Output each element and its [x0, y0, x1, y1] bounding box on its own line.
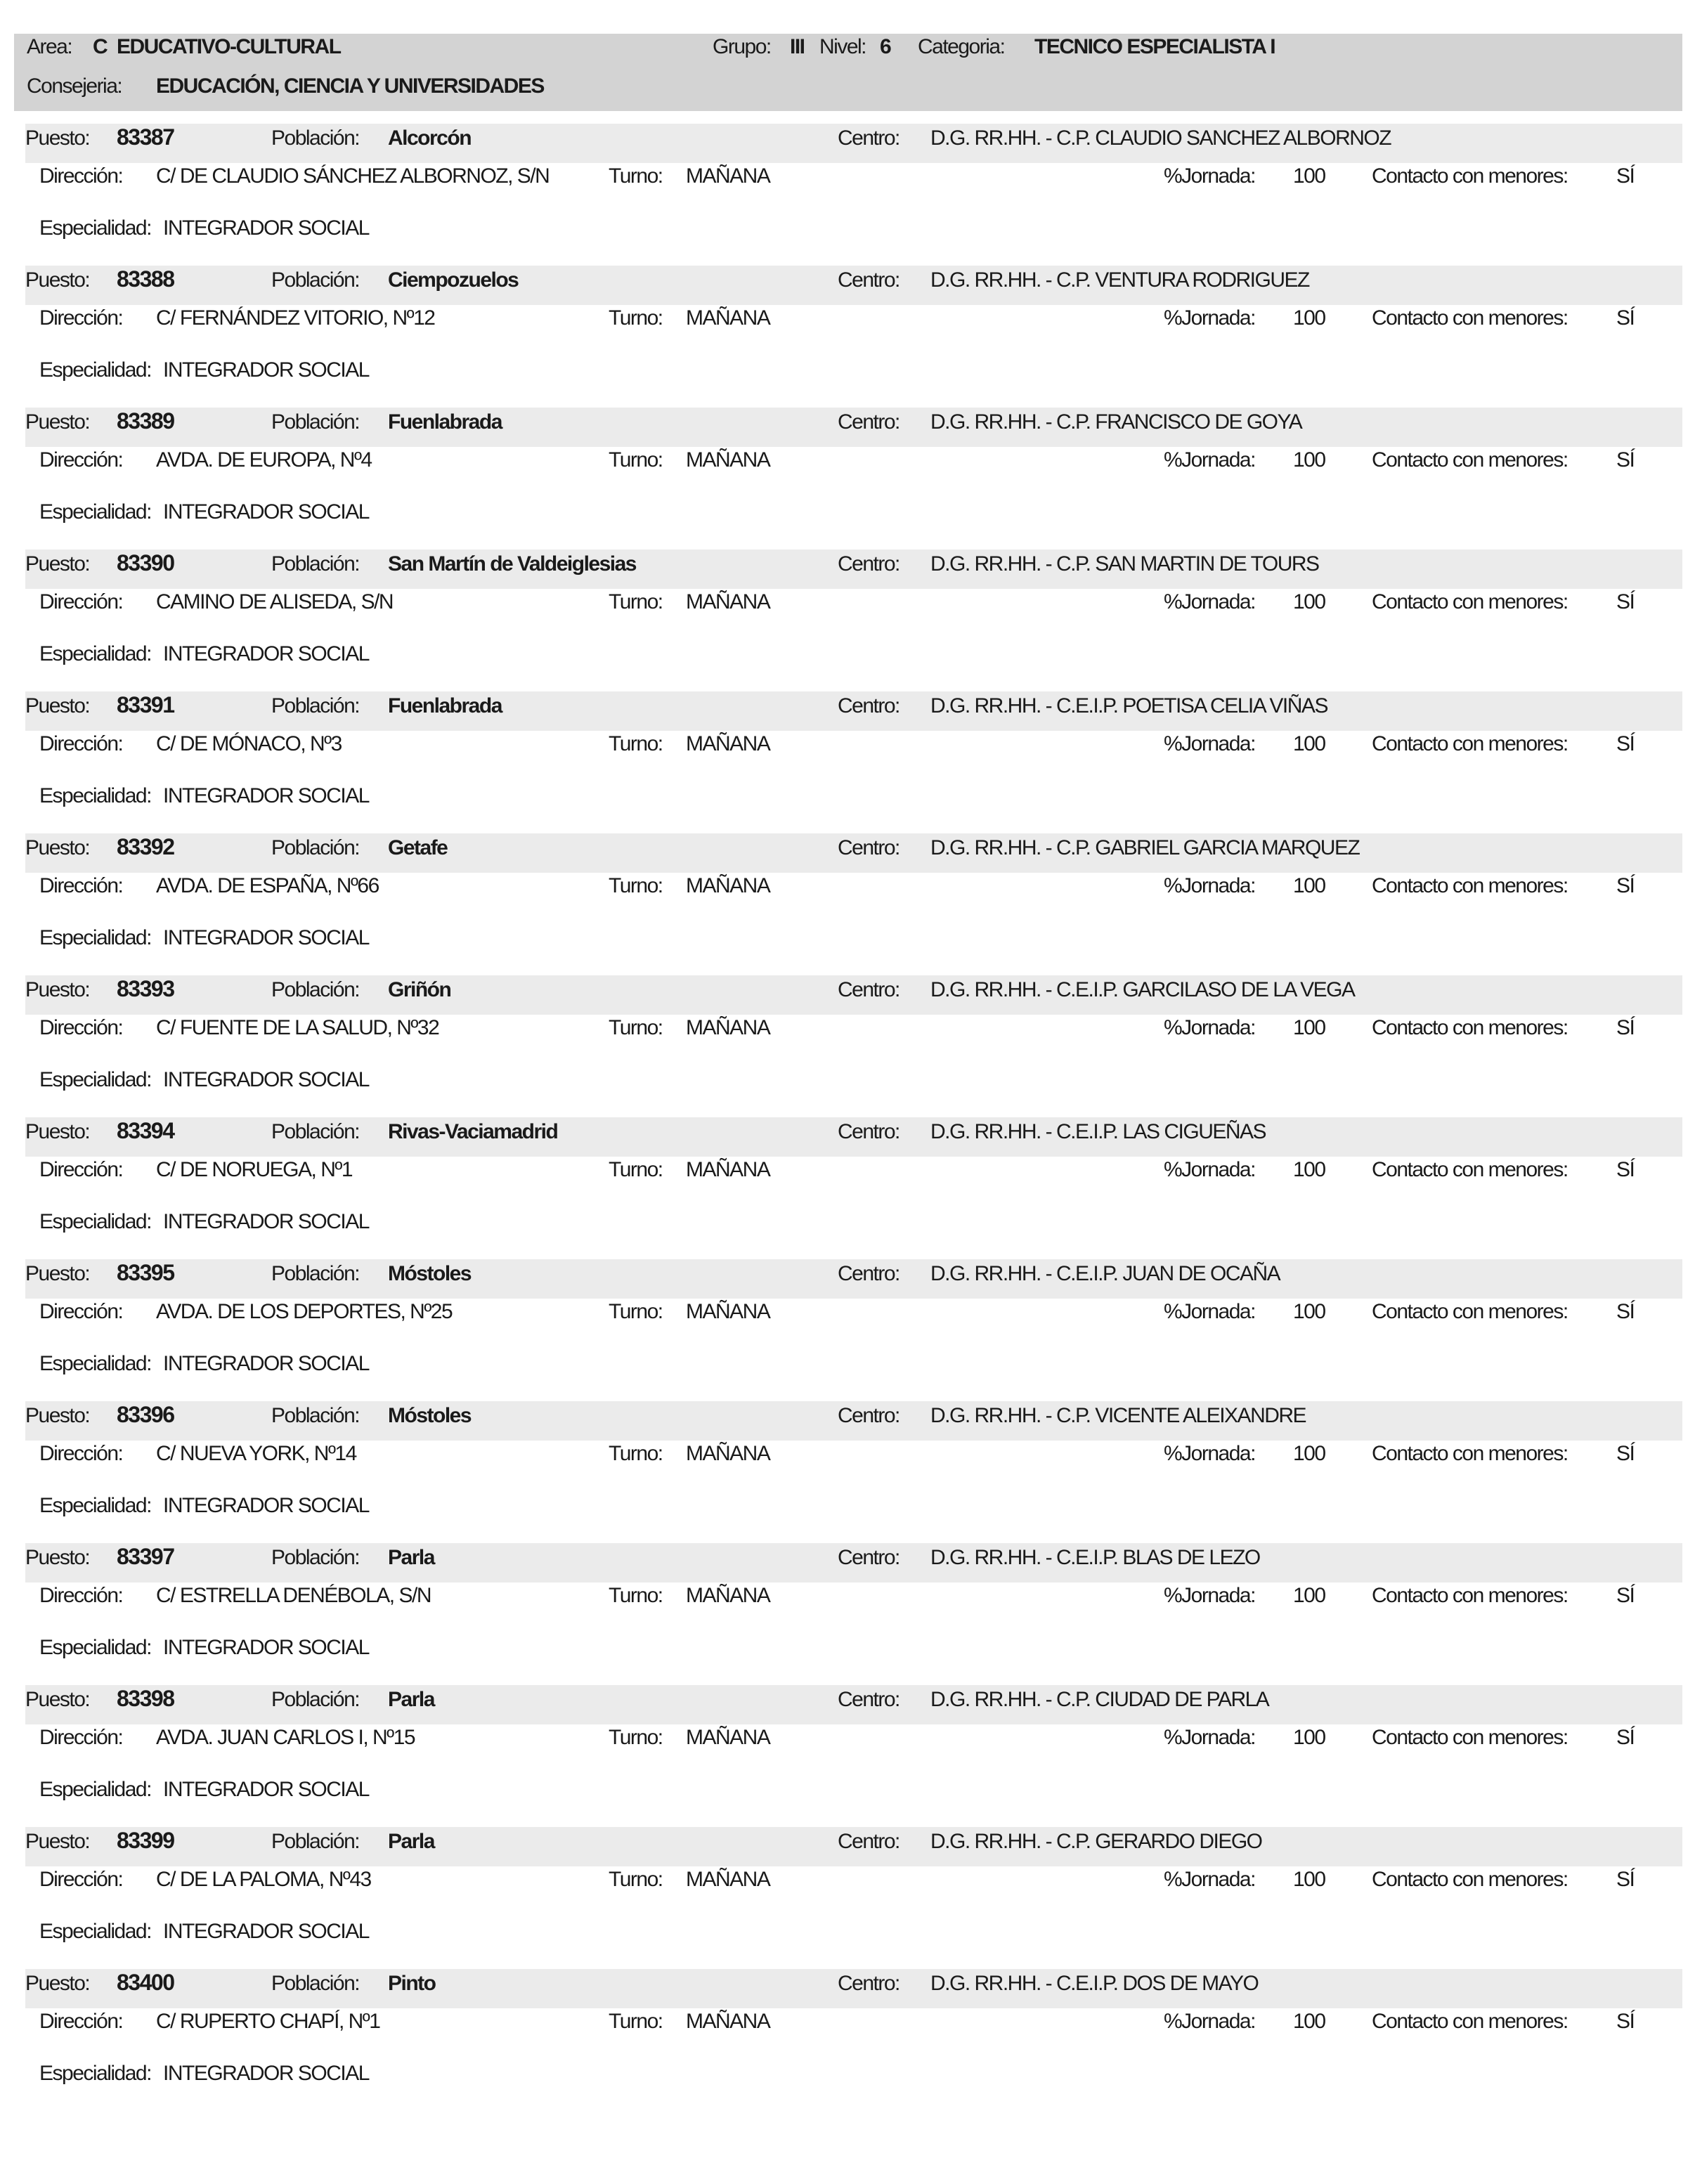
jornada-value: 100 [1293, 1868, 1325, 1891]
position-record [0, 975, 1695, 1117]
position-record [0, 691, 1695, 833]
poblacion-value: Móstoles [388, 1262, 472, 1285]
contacto-label: Contacto con menores: [1372, 590, 1568, 613]
centro-label: Centro: [838, 1972, 900, 1995]
especialidad-value: INTEGRADOR SOCIAL [163, 2062, 369, 2085]
centro-value: D.G. RR.HH. - C.P. CIUDAD DE PARLA [930, 1688, 1269, 1711]
position-record [0, 1543, 1695, 1685]
poblacion-value: Parla [388, 1546, 434, 1569]
poblacion-value: San Martín de Valdeiglesias [388, 552, 636, 576]
puesto-number: 83394 [117, 1118, 174, 1143]
jornada-value: 100 [1293, 1016, 1325, 1039]
puesto-number: 83395 [117, 1260, 174, 1285]
turno-label: Turno: [609, 1016, 663, 1039]
puesto-label: Puesto: [25, 1688, 90, 1711]
puesto-label: Puesto: [25, 694, 90, 717]
position-record [0, 1969, 1695, 2111]
puesto-label: Puesto: [25, 268, 90, 292]
direccion-value: C/ ESTRELLA DENÉBOLA, S/N [156, 1584, 431, 1607]
centro-value: D.G. RR.HH. - C.P. GABRIEL GARCIA MARQUEZ [930, 836, 1360, 859]
contacto-label: Contacto con menores: [1372, 2010, 1568, 2033]
contacto-value: SÍ [1616, 306, 1635, 330]
centro-value: D.G. RR.HH. - C.E.I.P. GARCILASO DE LA VEGA [930, 978, 1355, 1001]
position-record [0, 1827, 1695, 1969]
direccion-value: C/ DE LA PALOMA, Nº43 [156, 1868, 371, 1891]
jornada-value: 100 [1293, 590, 1325, 613]
turno-value: MAÑANA [686, 732, 770, 755]
poblacion-label: Población: [271, 694, 360, 717]
poblacion-label: Población: [271, 978, 360, 1001]
centro-label: Centro: [838, 552, 900, 576]
contacto-label: Contacto con menores: [1372, 1300, 1568, 1323]
centro-value: D.G. RR.HH. - C.E.I.P. LAS CIGUEÑAS [930, 1120, 1266, 1143]
puesto-number: 83397 [117, 1544, 174, 1569]
puesto-number: 83390 [117, 550, 174, 576]
puesto-label: Puesto: [25, 978, 90, 1001]
poblacion-value: Getafe [388, 836, 448, 859]
direccion-label: Dirección: [39, 1726, 123, 1749]
centro-value: D.G. RR.HH. - C.P. FRANCISCO DE GOYA [930, 410, 1302, 434]
direccion-label: Dirección: [39, 1442, 123, 1465]
jornada-value: 100 [1293, 164, 1325, 188]
position-record [0, 1685, 1695, 1827]
contacto-value: SÍ [1616, 874, 1635, 897]
grupo-label: Grupo: [713, 35, 771, 58]
poblacion-value: Móstoles [388, 1404, 472, 1427]
centro-label: Centro: [838, 1404, 900, 1427]
puesto-number: 83392 [117, 834, 174, 859]
turno-label: Turno: [609, 1726, 663, 1749]
especialidad-label: Especialidad: [39, 1778, 151, 1801]
puesto-label: Puesto: [25, 1972, 90, 1995]
area-code: C [93, 35, 108, 58]
puesto-number: 83400 [117, 1970, 174, 1995]
puesto-label: Puesto: [25, 410, 90, 434]
contacto-label: Contacto con menores: [1372, 732, 1568, 755]
direccion-value: C/ DE MÓNACO, Nº3 [156, 732, 342, 755]
turno-value: MAÑANA [686, 2010, 770, 2033]
consejeria-value: EDUCACIÓN, CIENCIA Y UNIVERSIDADES [156, 74, 544, 98]
especialidad-value: INTEGRADOR SOCIAL [163, 1636, 369, 1659]
especialidad-label: Especialidad: [39, 1494, 151, 1517]
jornada-value: 100 [1293, 448, 1325, 472]
puesto-label: Puesto: [25, 1404, 90, 1427]
puesto-label: Puesto: [25, 1830, 90, 1853]
direccion-label: Dirección: [39, 590, 123, 613]
centro-label: Centro: [838, 1830, 900, 1853]
jornada-label: %Jornada: [1164, 1442, 1255, 1465]
jornada-value: 100 [1293, 1726, 1325, 1749]
puesto-number: 83387 [117, 124, 174, 150]
especialidad-value: INTEGRADOR SOCIAL [163, 1068, 369, 1091]
poblacion-label: Población: [271, 1688, 360, 1711]
turno-value: MAÑANA [686, 1584, 770, 1607]
jornada-label: %Jornada: [1164, 1726, 1255, 1749]
contacto-label: Contacto con menores: [1372, 1726, 1568, 1749]
turno-value: MAÑANA [686, 1016, 770, 1039]
turno-value: MAÑANA [686, 164, 770, 188]
direccion-value: C/ NUEVA YORK, Nº14 [156, 1442, 356, 1465]
direccion-label: Dirección: [39, 164, 123, 188]
turno-value: MAÑANA [686, 448, 770, 472]
contacto-value: SÍ [1616, 1300, 1635, 1323]
centro-label: Centro: [838, 1120, 900, 1143]
poblacion-label: Población: [271, 1546, 360, 1569]
jornada-label: %Jornada: [1164, 1158, 1255, 1181]
especialidad-label: Especialidad: [39, 1636, 151, 1659]
grupo-value: III [790, 35, 805, 58]
contacto-label: Contacto con menores: [1372, 306, 1568, 330]
contacto-value: SÍ [1616, 1016, 1635, 1039]
puesto-label: Puesto: [25, 552, 90, 576]
area-label: Area: [27, 35, 72, 58]
poblacion-value: Alcorcón [388, 126, 472, 150]
especialidad-value: INTEGRADOR SOCIAL [163, 1210, 369, 1233]
direccion-label: Dirección: [39, 1868, 123, 1891]
especialidad-value: INTEGRADOR SOCIAL [163, 1352, 369, 1375]
puesto-number: 83391 [117, 692, 174, 717]
centro-value: D.G. RR.HH. - C.P. SAN MARTIN DE TOURS [930, 552, 1319, 576]
centro-label: Centro: [838, 836, 900, 859]
direccion-value: C/ FUENTE DE LA SALUD, Nº32 [156, 1016, 439, 1039]
jornada-value: 100 [1293, 1300, 1325, 1323]
direccion-value: C/ RUPERTO CHAPÍ, Nº1 [156, 2010, 380, 2033]
direccion-value: C/ FERNÁNDEZ VITORIO, Nº12 [156, 306, 435, 330]
position-record [0, 550, 1695, 691]
especialidad-label: Especialidad: [39, 216, 151, 240]
poblacion-value: Fuenlabrada [388, 694, 502, 717]
contacto-value: SÍ [1616, 590, 1635, 613]
direccion-label: Dirección: [39, 1158, 123, 1181]
especialidad-label: Especialidad: [39, 1920, 151, 1943]
contacto-value: SÍ [1616, 1584, 1635, 1607]
categoria-value: TECNICO ESPECIALISTA I [1034, 35, 1275, 58]
position-record [0, 1117, 1695, 1259]
centro-label: Centro: [838, 1688, 900, 1711]
especialidad-value: INTEGRADOR SOCIAL [163, 642, 369, 665]
centro-value: D.G. RR.HH. - C.P. GERARDO DIEGO [930, 1830, 1262, 1853]
contacto-label: Contacto con menores: [1372, 1158, 1568, 1181]
puesto-number: 83398 [117, 1686, 174, 1711]
poblacion-value: Pinto [388, 1972, 436, 1995]
direccion-label: Dirección: [39, 2010, 123, 2033]
jornada-label: %Jornada: [1164, 590, 1255, 613]
centro-value: D.G. RR.HH. - C.P. VENTURA RODRIGUEZ [930, 268, 1309, 292]
especialidad-value: INTEGRADOR SOCIAL [163, 784, 369, 807]
turno-label: Turno: [609, 1868, 663, 1891]
turno-label: Turno: [609, 164, 663, 188]
puesto-label: Puesto: [25, 126, 90, 150]
poblacion-label: Población: [271, 268, 360, 292]
consejeria-label: Consejeria: [27, 74, 122, 98]
turno-value: MAÑANA [686, 306, 770, 330]
jornada-label: %Jornada: [1164, 448, 1255, 472]
turno-label: Turno: [609, 1442, 663, 1465]
jornada-value: 100 [1293, 1584, 1325, 1607]
puesto-label: Puesto: [25, 836, 90, 859]
turno-value: MAÑANA [686, 590, 770, 613]
turno-label: Turno: [609, 2010, 663, 2033]
especialidad-label: Especialidad: [39, 500, 151, 524]
direccion-value: AVDA. DE ESPAÑA, Nº66 [156, 874, 379, 897]
contacto-value: SÍ [1616, 1868, 1635, 1891]
poblacion-label: Población: [271, 1120, 360, 1143]
turno-value: MAÑANA [686, 1158, 770, 1181]
poblacion-label: Población: [271, 410, 360, 434]
poblacion-label: Población: [271, 1404, 360, 1427]
puesto-label: Puesto: [25, 1546, 90, 1569]
poblacion-label: Población: [271, 552, 360, 576]
direccion-value: AVDA. JUAN CARLOS I, Nº15 [156, 1726, 415, 1749]
position-record [0, 1401, 1695, 1543]
especialidad-label: Especialidad: [39, 1352, 151, 1375]
contacto-value: SÍ [1616, 164, 1635, 188]
poblacion-label: Población: [271, 1972, 360, 1995]
poblacion-value: Ciempozuelos [388, 268, 519, 292]
centro-value: D.G. RR.HH. - C.E.I.P. BLAS DE LEZO [930, 1546, 1260, 1569]
turno-label: Turno: [609, 1158, 663, 1181]
poblacion-value: Fuenlabrada [388, 410, 502, 434]
turno-label: Turno: [609, 306, 663, 330]
especialidad-value: INTEGRADOR SOCIAL [163, 216, 369, 240]
puesto-label: Puesto: [25, 1262, 90, 1285]
centro-value: D.G. RR.HH. - C.P. VICENTE ALEIXANDRE [930, 1404, 1306, 1427]
especialidad-label: Especialidad: [39, 926, 151, 949]
centro-label: Centro: [838, 268, 900, 292]
especialidad-label: Especialidad: [39, 1068, 151, 1091]
centro-value: D.G. RR.HH. - C.P. CLAUDIO SANCHEZ ALBORNOZ [930, 126, 1391, 150]
direccion-value: C/ DE CLAUDIO SÁNCHEZ ALBORNOZ, S/N [156, 164, 550, 188]
contacto-value: SÍ [1616, 448, 1635, 472]
centro-label: Centro: [838, 126, 900, 150]
contacto-label: Contacto con menores: [1372, 448, 1568, 472]
especialidad-value: INTEGRADOR SOCIAL [163, 1778, 369, 1801]
direccion-value: CAMINO DE ALISEDA, S/N [156, 590, 394, 613]
direccion-value: AVDA. DE LOS DEPORTES, Nº25 [156, 1300, 453, 1323]
contacto-value: SÍ [1616, 2010, 1635, 2033]
contacto-value: SÍ [1616, 732, 1635, 755]
poblacion-label: Población: [271, 1262, 360, 1285]
especialidad-label: Especialidad: [39, 2062, 151, 2085]
puesto-number: 83399 [117, 1828, 174, 1853]
jornada-label: %Jornada: [1164, 1868, 1255, 1891]
jornada-label: %Jornada: [1164, 1016, 1255, 1039]
direccion-label: Dirección: [39, 448, 123, 472]
especialidad-value: INTEGRADOR SOCIAL [163, 926, 369, 949]
especialidad-value: INTEGRADOR SOCIAL [163, 1920, 369, 1943]
direccion-value: C/ DE NORUEGA, Nº1 [156, 1158, 353, 1181]
poblacion-value: Parla [388, 1688, 434, 1711]
contacto-value: SÍ [1616, 1158, 1635, 1181]
jornada-label: %Jornada: [1164, 1584, 1255, 1607]
turno-value: MAÑANA [686, 1300, 770, 1323]
puesto-number: 83393 [117, 976, 174, 1001]
jornada-label: %Jornada: [1164, 732, 1255, 755]
puesto-number: 83388 [117, 266, 174, 292]
centro-label: Centro: [838, 694, 900, 717]
direccion-label: Dirección: [39, 306, 123, 330]
jornada-value: 100 [1293, 306, 1325, 330]
jornada-value: 100 [1293, 2010, 1325, 2033]
especialidad-label: Especialidad: [39, 784, 151, 807]
centro-value: D.G. RR.HH. - C.E.I.P. JUAN DE OCAÑA [930, 1262, 1280, 1285]
centro-label: Centro: [838, 1262, 900, 1285]
direccion-label: Dirección: [39, 1300, 123, 1323]
contacto-label: Contacto con menores: [1372, 874, 1568, 897]
turno-value: MAÑANA [686, 1442, 770, 1465]
contacto-label: Contacto con menores: [1372, 164, 1568, 188]
contacto-value: SÍ [1616, 1442, 1635, 1465]
direccion-label: Dirección: [39, 1584, 123, 1607]
especialidad-value: INTEGRADOR SOCIAL [163, 1494, 369, 1517]
jornada-label: %Jornada: [1164, 306, 1255, 330]
jornada-value: 100 [1293, 1158, 1325, 1181]
nivel-label: Nivel: [819, 35, 866, 58]
poblacion-label: Población: [271, 836, 360, 859]
contacto-label: Contacto con menores: [1372, 1016, 1568, 1039]
puesto-label: Puesto: [25, 1120, 90, 1143]
turno-value: MAÑANA [686, 874, 770, 897]
turno-label: Turno: [609, 1584, 663, 1607]
puesto-number: 83396 [117, 1402, 174, 1427]
jornada-label: %Jornada: [1164, 164, 1255, 188]
especialidad-label: Especialidad: [39, 642, 151, 665]
turno-value: MAÑANA [686, 1726, 770, 1749]
position-record [0, 833, 1695, 975]
especialidad-value: INTEGRADOR SOCIAL [163, 358, 369, 382]
turno-label: Turno: [609, 448, 663, 472]
turno-label: Turno: [609, 874, 663, 897]
poblacion-label: Población: [271, 126, 360, 150]
turno-label: Turno: [609, 1300, 663, 1323]
especialidad-label: Especialidad: [39, 1210, 151, 1233]
categoria-label: Categoria: [918, 35, 1005, 58]
position-record [0, 124, 1695, 266]
poblacion-value: Rivas-Vaciamadrid [388, 1120, 558, 1143]
especialidad-value: INTEGRADOR SOCIAL [163, 500, 369, 524]
area-name: EDUCATIVO-CULTURAL [117, 35, 341, 58]
direccion-label: Dirección: [39, 732, 123, 755]
jornada-label: %Jornada: [1164, 874, 1255, 897]
turno-label: Turno: [609, 590, 663, 613]
poblacion-value: Parla [388, 1830, 434, 1853]
centro-label: Centro: [838, 410, 900, 434]
jornada-value: 100 [1293, 732, 1325, 755]
poblacion-value: Griñón [388, 978, 451, 1001]
contacto-label: Contacto con menores: [1372, 1868, 1568, 1891]
centro-label: Centro: [838, 978, 900, 1001]
jornada-label: %Jornada: [1164, 1300, 1255, 1323]
jornada-value: 100 [1293, 874, 1325, 897]
direccion-label: Dirección: [39, 874, 123, 897]
contacto-label: Contacto con menores: [1372, 1442, 1568, 1465]
contacto-label: Contacto con menores: [1372, 1584, 1568, 1607]
direccion-value: AVDA. DE EUROPA, Nº4 [156, 448, 372, 472]
centro-value: D.G. RR.HH. - C.E.I.P. POETISA CELIA VIÑAS [930, 694, 1327, 717]
jornada-label: %Jornada: [1164, 2010, 1255, 2033]
poblacion-label: Población: [271, 1830, 360, 1853]
contacto-value: SÍ [1616, 1726, 1635, 1749]
especialidad-label: Especialidad: [39, 358, 151, 382]
nivel-value: 6 [880, 35, 891, 58]
centro-value: D.G. RR.HH. - C.E.I.P. DOS DE MAYO [930, 1972, 1259, 1995]
direccion-label: Dirección: [39, 1016, 123, 1039]
puesto-number: 83389 [117, 408, 174, 434]
position-record [0, 266, 1695, 408]
position-record [0, 1259, 1695, 1401]
position-record [0, 408, 1695, 550]
turno-value: MAÑANA [686, 1868, 770, 1891]
turno-label: Turno: [609, 732, 663, 755]
jornada-value: 100 [1293, 1442, 1325, 1465]
centro-label: Centro: [838, 1546, 900, 1569]
